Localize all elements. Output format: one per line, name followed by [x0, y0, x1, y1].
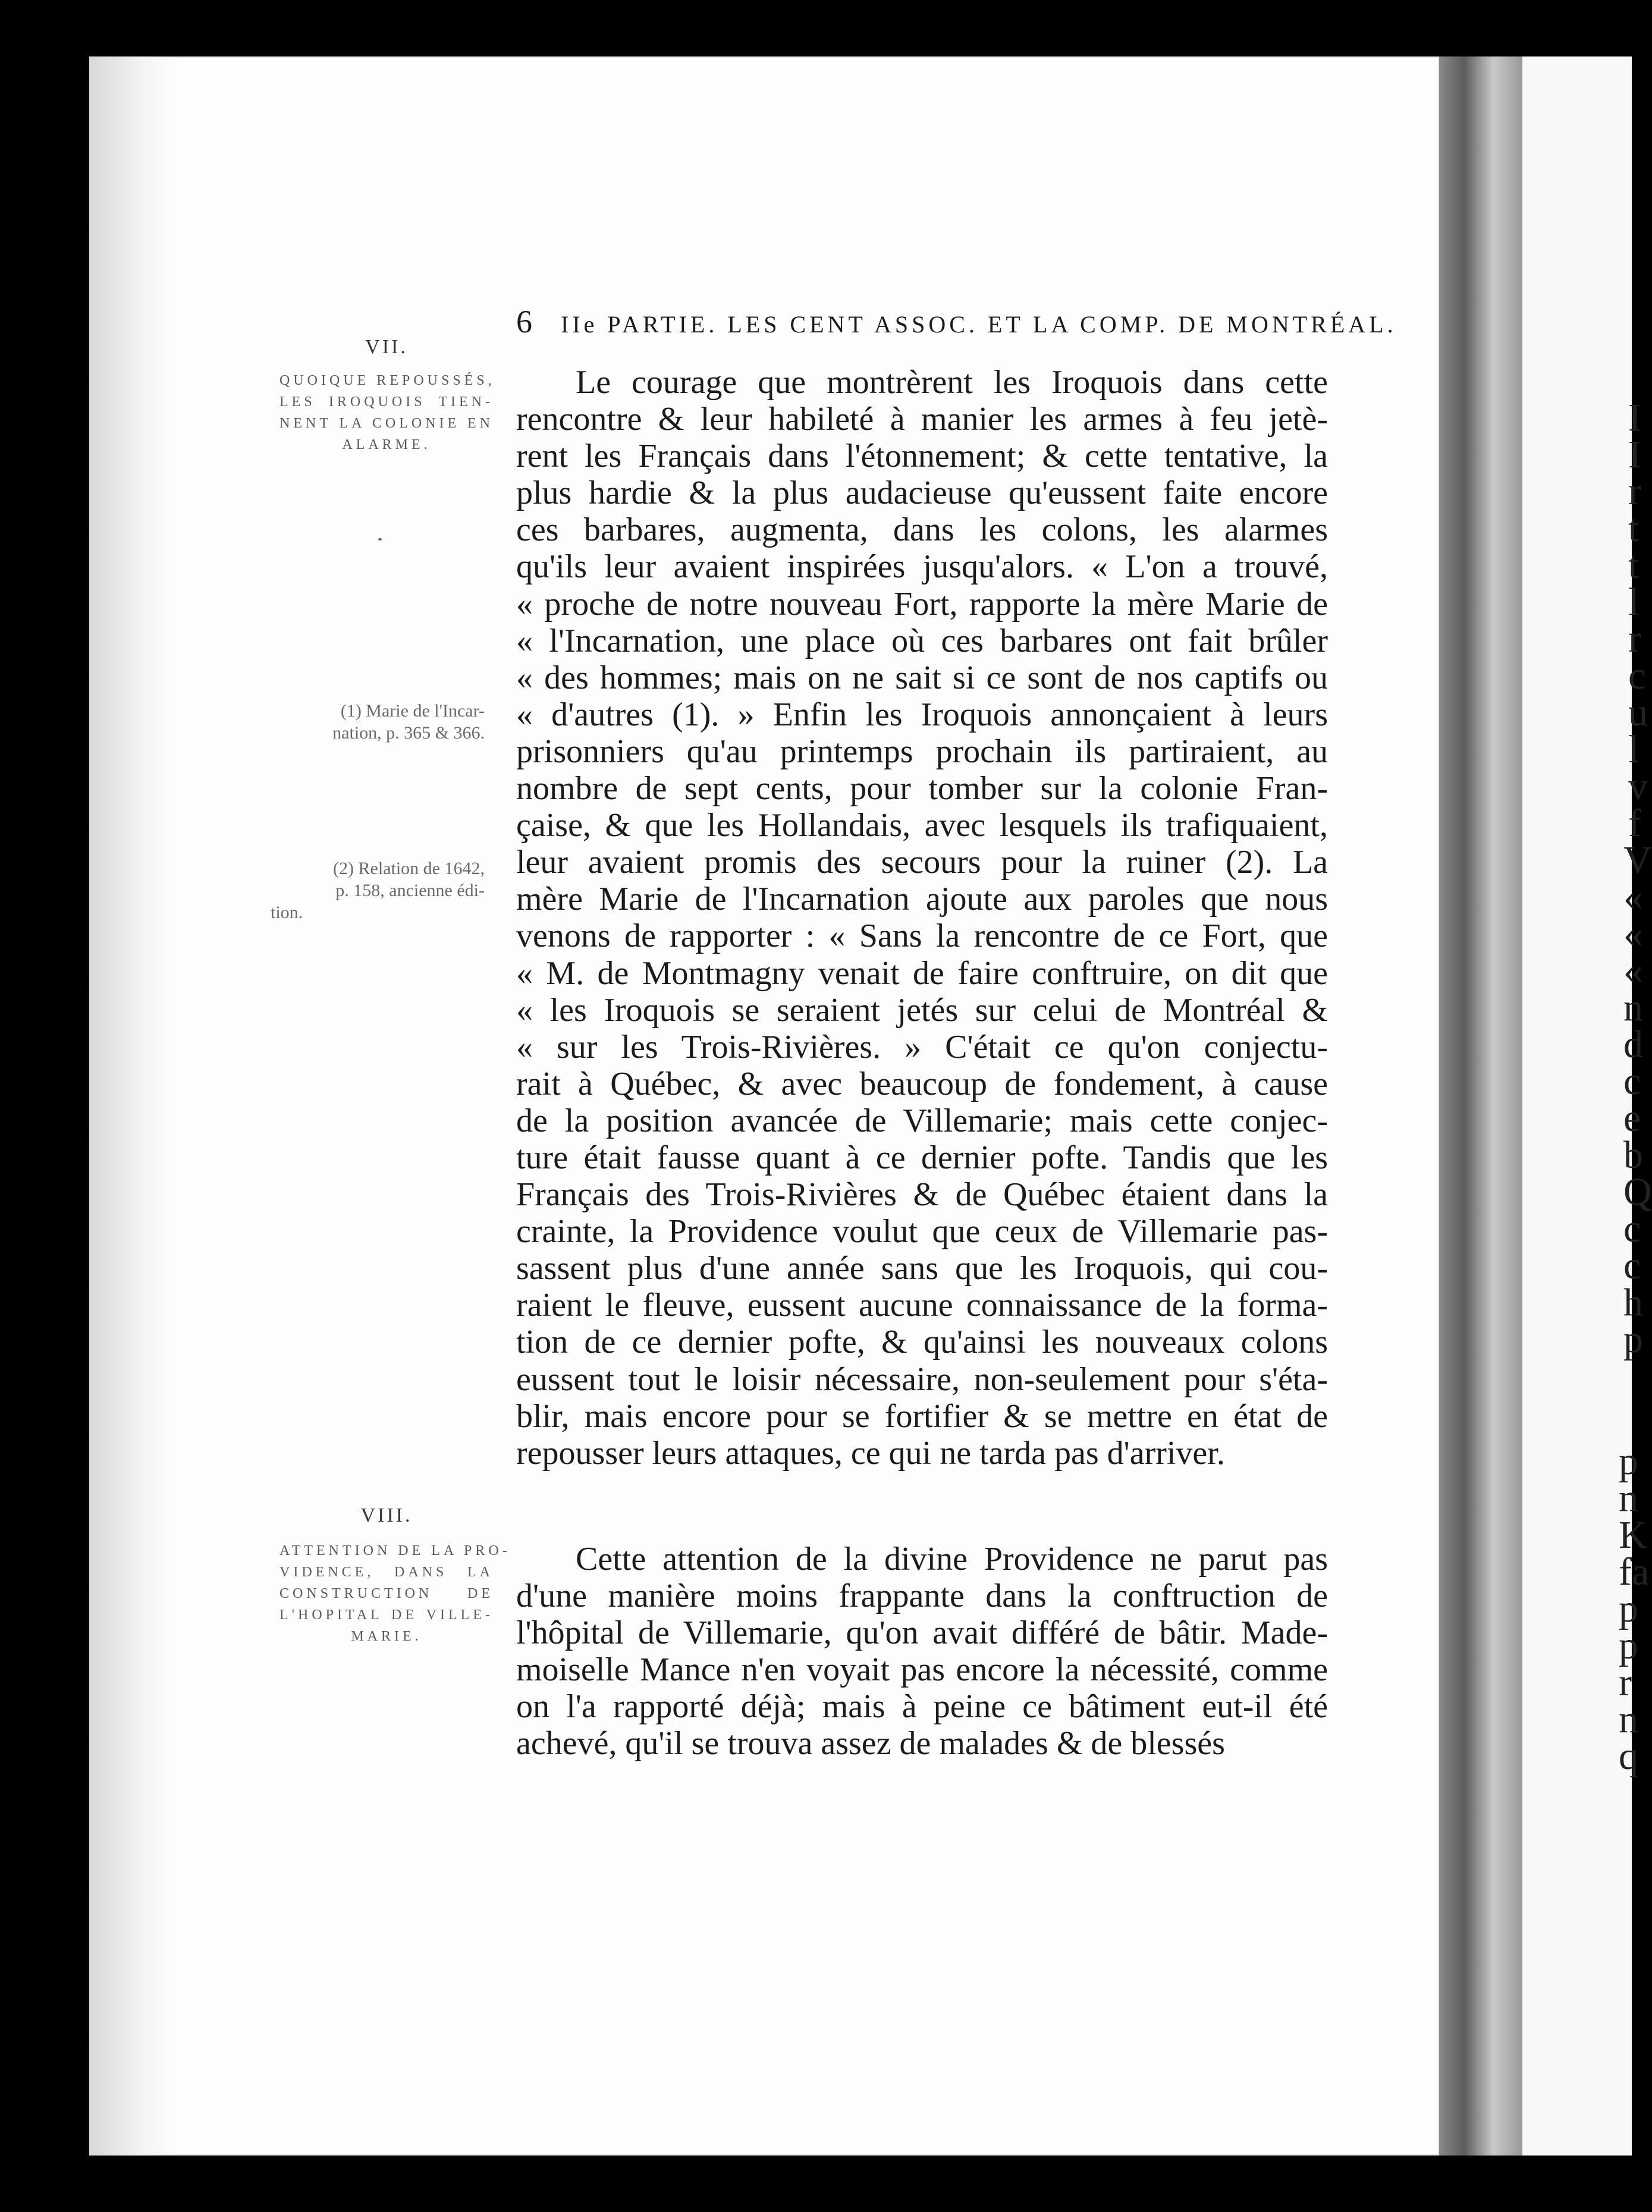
paragraph-line: leur avaient promis des secours pour la ruiner (2). La	[516, 844, 1328, 881]
facing-page-letter: Q	[1623, 1170, 1652, 1214]
margin-summary-line: NENT LA COLONIE EN	[279, 416, 494, 431]
footnote-2	[271, 857, 485, 923]
paragraph-line: d'une manière moins frappante dans la conftruction de	[516, 1578, 1328, 1615]
facing-page-letter: n	[1619, 1476, 1638, 1520]
paragraph-line: ces barbares, augmenta, dans les colons, les alarmes	[516, 511, 1328, 549]
footnote-line: p. 158, ancienne édi-	[335, 881, 485, 900]
margin-summary-line: LES IROQUOIS TIEN-	[279, 394, 494, 410]
margin-summary-line: QUOIQUE REPOUSSÉS,	[279, 373, 495, 388]
facing-page-fragment	[1522, 56, 1652, 2156]
paragraph-line: « l'Incarnation, une place où ces barbares ont fait brûler	[516, 622, 1328, 659]
paragraph-line: moiselle Mance n'en voyait pas encore la nécessité, comme	[516, 1651, 1328, 1689]
paragraph-line: « sur les Trois-Rivières. » C'était ce qu'on conjectu-	[516, 1028, 1328, 1066]
paragraph-line: l'hôpital de Villemarie, qu'on avait différé de bâtir. Made-	[516, 1614, 1328, 1652]
paragraph-line: eussent tout le loisir nécessaire, non-seulement pour s'éta-	[516, 1360, 1328, 1398]
running-head	[516, 303, 1397, 340]
paragraph-line: Cette attention de la divine Providence ne parut pas	[576, 1541, 1328, 1578]
footnote-1	[271, 700, 485, 744]
paragraph-line: ture était fausse quant à ce dernier pofte. Tandis que les	[516, 1139, 1328, 1176]
facing-page-letter: «	[1623, 949, 1643, 992]
facing-page-letter: n	[1619, 1698, 1638, 1741]
margin-summary-vii	[279, 370, 494, 455]
paragraph-line: « proche de notre nouveau Fort, rapporte la mère Marie de	[516, 585, 1328, 623]
footnote-line: (1) Marie de l'Incar-	[340, 701, 485, 721]
facing-page-letter: c	[1623, 1060, 1641, 1103]
facing-page-letter: t	[1628, 507, 1640, 550]
footnote-line: nation, p. 365 & 366.	[332, 723, 485, 743]
facing-page-letter: p	[1619, 1624, 1638, 1667]
paragraph-line: venons de rapporter : « Sans la rencontre de ce Fort, que	[516, 918, 1328, 955]
facing-page-letter: b	[1623, 1133, 1643, 1177]
facing-page-letter: t	[1628, 543, 1640, 587]
paragraph-line: « M. de Montmagny venait de faire conftruire, on dit que	[516, 954, 1328, 992]
page-edge-shading	[89, 56, 178, 2156]
paragraph-line: « les Iroquois se seraient jetés sur celui de Montréal &	[516, 991, 1328, 1029]
paragraph-line: nombre de sept cents, pour tomber sur la colonie Fran-	[516, 770, 1328, 807]
margin-summary-line: ALARME.	[342, 437, 431, 453]
facing-page-letter: c	[1628, 654, 1646, 697]
paragraph-line: achevé, qu'il se trouva assez de malades & de blessés	[516, 1725, 1225, 1762]
footnote-line: (2) Relation de 1642,	[333, 859, 485, 878]
facing-page-letter: V	[1623, 838, 1652, 882]
facing-page-letter: q	[1619, 1735, 1638, 1778]
margin-summary-line: CONSTRUCTION DE	[279, 1586, 494, 1601]
facing-page-letter: c	[1623, 1207, 1641, 1250]
facing-page-letter: p	[1623, 1318, 1643, 1361]
paragraph-line: rent les Français dans l'étonnement; & cette tentative, la	[516, 438, 1328, 475]
paragraph-line: prisonniers qu'au printemps prochain ils partiraient, au	[516, 733, 1328, 770]
facing-page-letter: d	[1623, 1023, 1643, 1066]
margin-summary-line: ATTENTION DE LA PRO-	[279, 1543, 511, 1559]
paragraph-line: repousser leurs attaques, ce qui ne tarda pas d'arriver.	[516, 1434, 1225, 1472]
paragraph-line: qu'ils leur avaient inspirées jusqu'alors. « L'on a trouvé,	[516, 548, 1328, 586]
facing-page-letter: K	[1619, 1513, 1647, 1557]
book-gutter	[1439, 56, 1522, 2156]
facing-page-letter: p	[1619, 1587, 1638, 1630]
paragraph-line: Le courage que montrèrent les Iroquois dans cette	[576, 364, 1328, 401]
paragraph-line: « d'autres (1). » Enfin les Iroquois annonçaient à leurs	[516, 696, 1328, 733]
paragraph-line: rait à Québec, & avec beaucoup de fondement, à cause	[516, 1065, 1328, 1102]
facing-page-letter: r	[1628, 617, 1641, 661]
facing-page-letter: I	[1628, 396, 1641, 439]
facing-page-letter: fa	[1619, 1550, 1650, 1594]
paragraph-line: sassent plus d'une année sans que les Iroquois, qui cou-	[516, 1250, 1328, 1287]
margin-summary-line: MARIE.	[351, 1629, 422, 1644]
facing-page-letter: h	[1623, 1281, 1643, 1324]
paragraph-line: « des hommes; mais on ne sait si ce sont de nos captifs ou	[516, 659, 1328, 696]
footnote-line: tion.	[271, 903, 303, 922]
paragraph-line: Français des Trois-Rivières & de Québec étaient dans la	[516, 1176, 1328, 1214]
facing-page-letter: «	[1623, 875, 1643, 919]
paragraph-1	[516, 364, 1328, 1472]
paragraph-line: on l'a rapporté déjà; mais à peine ce bâtiment eut-il été	[516, 1688, 1328, 1726]
facing-page-letter: n	[1623, 986, 1643, 1029]
paragraph-line: plus hardie & la plus audacieuse qu'eussent faite encore	[516, 475, 1328, 512]
margin-summary-viii	[279, 1540, 511, 1647]
paragraph-line: raient le fleuve, eussent aucune connaissance de la forma-	[516, 1287, 1328, 1324]
facing-page-letter: v	[1628, 765, 1648, 808]
margin-summary-line: L'HOPITAL DE VILLE-	[279, 1607, 494, 1623]
page-number: 6	[516, 304, 536, 340]
paragraph-line: mère Marie de l'Incarnation ajoute aux paroles que nous	[516, 881, 1328, 918]
paragraph-line: rencontre & leur habileté à manier les armes à feu jetè-	[516, 401, 1328, 438]
facing-page-letter: e	[1623, 1096, 1641, 1140]
facing-page-letter: u	[1628, 691, 1648, 734]
facing-page-letter: «	[1623, 912, 1643, 956]
section-number-vii: VII.	[365, 336, 408, 358]
facing-page-letter: f	[1628, 802, 1641, 845]
paragraph-line: crainte, la Providence voulut que ceux de Villemarie pas-	[516, 1213, 1328, 1250]
facing-page-letter: r	[1619, 1661, 1632, 1704]
paragraph-line: çaise, & que les Hollandais, avec lesquels ils trafiquaient,	[516, 807, 1328, 844]
running-head-title: IIe PARTIE. LES CENT ASSOC. ET LA COMP. DE MONTRÉAL.	[561, 311, 1397, 338]
margin-dot	[378, 538, 382, 541]
facing-page-letter: l	[1628, 580, 1640, 624]
margin-summary-line: VIDENCE, DANS LA	[279, 1564, 494, 1580]
paragraph-2	[516, 1541, 1328, 1762]
facing-page-letter: c	[1623, 1244, 1641, 1287]
paragraph-line: tion de ce dernier pofte, & qu'ainsi les nouveaux colons	[516, 1324, 1328, 1361]
paragraph-line: de la position avancée de Villemarie; mais cette conjec-	[516, 1102, 1328, 1139]
facing-page-letter: p	[1619, 1440, 1638, 1483]
section-number-viii: VIII.	[360, 1504, 413, 1526]
paragraph-line: blir, mais encore pour se fortifier & se mettre en état de	[516, 1397, 1328, 1435]
facing-page-letter: l	[1628, 728, 1640, 771]
facing-page-letter: r	[1628, 470, 1641, 513]
facing-page-letter: I	[1628, 433, 1641, 476]
